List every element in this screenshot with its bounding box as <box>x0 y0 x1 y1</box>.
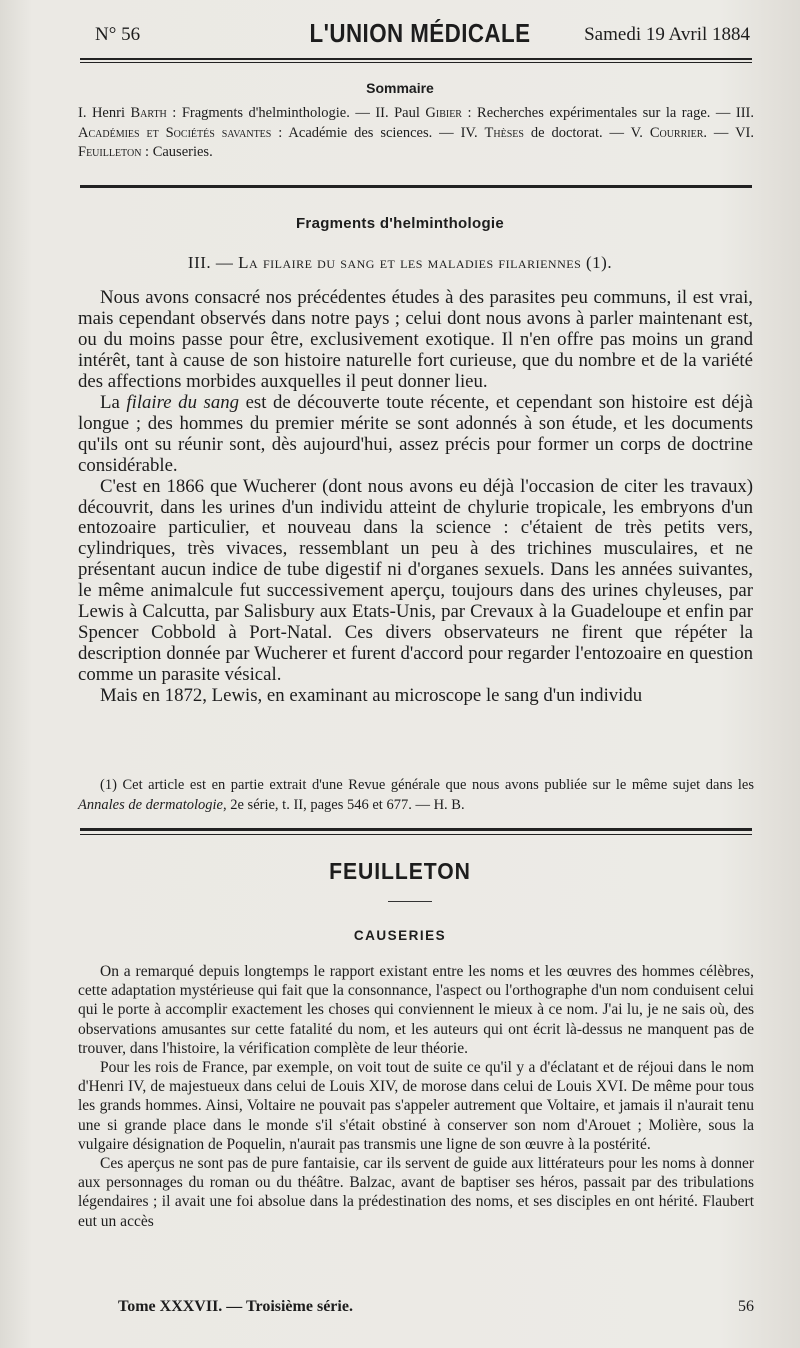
footnote-ref: (1). <box>581 253 613 272</box>
section-divider <box>80 185 752 188</box>
sommaire-section: Feuilleton <box>78 144 142 160</box>
page-number: 56 <box>738 1298 754 1315</box>
ornament-rule <box>388 901 432 902</box>
sommaire-author: Gibier <box>425 105 462 121</box>
paragraph-text: La <box>100 391 127 413</box>
header-rule <box>80 58 752 60</box>
article-body <box>78 288 753 707</box>
article-paragraph <box>78 393 753 477</box>
feuilleton-divider <box>80 828 752 831</box>
italic-term: filaire du sang <box>126 391 240 413</box>
issue-date: Samedi 19 Avril 1884 <box>584 24 750 45</box>
footnote-text <box>78 776 754 815</box>
sommaire-text: . — VI. <box>703 124 754 141</box>
section-prefix: III. — <box>187 253 239 272</box>
feuilleton-divider-thin <box>80 834 752 835</box>
volume-series: Tome XXXVII. — Troisième série. <box>118 1298 353 1315</box>
issue-number: N° 56 <box>95 24 141 45</box>
paragraph-text: est de découverte toute récente, et cependant son histoire est déjà longue ; des hommes du premier mérite se sont adonnés à son étude, et les documents qu'ils ont su réunir sont, dès aujourd'hui, assez précis pour former un corps de doctrine considérable. <box>78 391 753 476</box>
article-title: Fragments d'helminthologie <box>295 215 505 232</box>
feuilleton-body <box>78 962 754 1231</box>
journal-title: L'UNION MÉDICALE <box>309 18 531 48</box>
footnote-part: , 2e série, t. II, pages 546 et 677. — H. B. <box>222 796 465 813</box>
section-heading: La filaire du sang et les maladies filariennes <box>238 253 582 272</box>
sommaire-text: : Académie des sciences. — IV. <box>271 124 485 141</box>
sommaire-text: de doctorat. — V. <box>523 124 650 141</box>
sommaire-text: : Recherches expérimentales sur la rage. — III. <box>461 105 754 121</box>
feuilleton-paragraph: On a remarqué depuis longtemps le rapport existant entre les noms et les œuvres des hommes célèbres, cette adaptation mystérieuse qui fait que la consonnance, l'aspect ou l'orthographe d'un nom conduisent celui qui le porte à accomplir exactement les choses qui conviennent le mieux à ce nom. J'ai lu, je ne sais où, des observations amusantes sur cette fatalité du nom, et les auteurs qui ont écrit là-dessus ne manquent pas de trouver, dans l'histoire, la vérification complète de leur théorie. <box>78 963 754 1057</box>
sommaire-text: : Fragments d'helminthologie. — II. Paul <box>166 105 426 121</box>
sommaire-title: Sommaire <box>366 80 434 96</box>
sommaire-section: Thèses <box>484 124 524 141</box>
sommaire-text: I. Henri <box>78 105 131 121</box>
footnote <box>78 776 754 815</box>
article-paragraph: Mais en 1872, Lewis, en examinant au microscope le sang d'un individu <box>100 685 643 707</box>
feuilleton-paragraph: Pour les rois de France, par exemple, on voit tout de suite ce qu'il y a d'éclatant et de réjoui dans le nom d'Henri IV, de majestueux dans celui de Louis XIV, de morose dans celui de Louis XVI. De même pour tous les grands hommes. Ainsi, Voltaire ne pouvait pas s'appeler autrement que Voltaire, et jamais il n'aurait tenu une si grande place dans le monde s'il s'était obstiné à conserver son nom d'Arouet ; Molière, sous la vulgaire désignation de Poquelin, n'aurait pas transmis une ligne de son œuvre à la postérité. <box>78 1059 754 1153</box>
footnote-italic: Annales de dermatologie <box>78 796 223 813</box>
article-paragraph: Nous avons consacré nos précédentes études à des parasites peu communs, il est vrai, mais cependant observés dans notre pays ; celui dont nous avons à parler maintenant est, ou du moins passe pour être, exclusivement exotique. Il n'en offre pas moins un grand intérêt, tant à cause de son histoire naturelle fort curieuse, que du nombre et de la variété des affections morbides auxquelles il peut donner lieu. <box>78 287 753 392</box>
sommaire-author: Barth <box>130 105 167 121</box>
page-footer <box>118 1298 754 1320</box>
page-header <box>90 18 750 58</box>
feuilleton-paragraph: Ces aperçus ne sont pas de pure fantaisie, car ils servent de guide aux littérateurs pour les noms à donner aux personnages du roman ou du théâtre. Balzac, avant de baptiser ses héros, passait par des tribulations légendaires ; il avait une foi absolue dans la prédestination des noms, et ses disciples en ont hérité. Flaubert eut un accès <box>78 1155 754 1230</box>
article-paragraph: C'est en 1866 que Wucherer (dont nous avons eu déjà l'occasion de citer les travaux) découvrit, dans les urines d'un individu atteint de chylurie tropicale, les embryons d'un entozoaire particulier, et nouveau dans la science : c'étaient de très petits vers, cylindriques, très vivaces, ressemblant un peu à des trichines musculaires, et ne présentant aucun indice de tube digestif ni d'organes sexuels. Dans les années suivantes, le même animalcule fut successivement aperçu, toujours dans des urines chyleuses, par Lewis à Calcutta, par Salisbury aux Etats-Unis, par Crevaux à la Guadeloupe et enfin par Spencer Cobbold à Port-Natal. Ces divers observateurs ne firent que répéter la description donnée par Wucherer et furent d'accord pour regarder l'entozoaire en question comme un parasite vésical. <box>78 475 753 686</box>
sommaire-section: Courrier <box>649 124 704 141</box>
sommaire-text: : Causeries. <box>141 144 213 160</box>
footnote-part: (1) Cet article est en partie extrait d'une Revue générale que nous avons publiée sur le même sujet dans les <box>100 777 754 793</box>
sommaire-contents <box>78 104 754 163</box>
header-rule-thin <box>80 62 752 63</box>
feuilleton-subtitle: CAUSERIES <box>353 928 447 943</box>
article-section-title <box>0 253 800 273</box>
feuilleton-title: FEUILLETON <box>329 858 471 884</box>
sommaire-section: Académies et Sociétés savantes <box>78 124 272 141</box>
